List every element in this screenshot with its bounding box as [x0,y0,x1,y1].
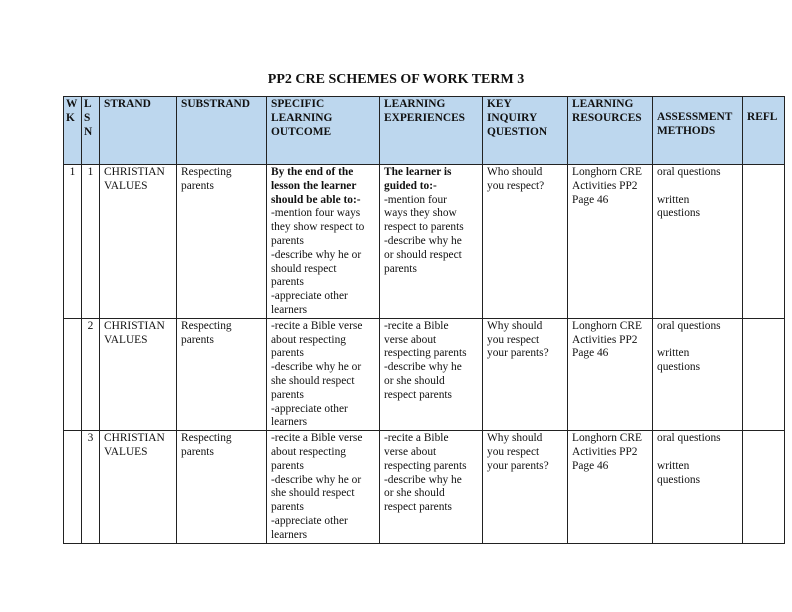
cell-experiences: -recite a Bible verse about respecting parents -describe why he or she should respect parents [380,431,483,543]
table-row [64,165,785,319]
outcome-intro: By the end of the lesson the learner should be able to:- [271,166,361,206]
header-question: KEY INQUIRY QUESTION [483,97,568,165]
cell-lsn: 2 [82,318,100,430]
experiences-text: -mention four ways they show respect to parents -describe why he or should respect parents [384,193,464,275]
header-experiences: LEARNING EXPERIENCES [380,97,483,165]
experiences-intro: The learner is guided to:- [384,166,452,192]
cell-assessment: oral questions written questions [653,318,743,430]
cell-experiences [380,165,483,319]
table-row [64,431,785,543]
cell-refl [743,431,785,543]
cell-substrand: Respecting parents [177,318,267,430]
cell-question: Who should you respect? [483,165,568,319]
cell-strand: CHRISTIAN VALUES [100,431,177,543]
cell-experiences: -recite a Bible verse about respecting parents -describe why he or she should respect parents [380,318,483,430]
header-resources: LEARNING RESOURCES [568,97,653,165]
cell-strand: CHRISTIAN VALUES [100,165,177,319]
cell-refl [743,318,785,430]
cell-question: Why should you respect your parents? [483,431,568,543]
cell-outcome: -recite a Bible verse about respecting parents -describe why he or she should respect parents -appreciate other learners [267,318,380,430]
cell-resources: Longhorn CRE Activities PP2 Page 46 [568,165,653,319]
cell-lsn: 1 [82,165,100,319]
cell-outcome [267,165,380,319]
cell-resources: Longhorn CRE Activities PP2 Page 46 [568,431,653,543]
header-substrand: SUBSTRAND [177,97,267,165]
header-lsn: L S N [82,97,100,165]
cell-substrand: Respecting parents [177,431,267,543]
cell-wk [64,318,82,430]
schemes-of-work-table [63,96,785,544]
cell-assessment: oral questions written questions [653,431,743,543]
cell-assessment: oral questions written questions [653,165,743,319]
cell-lsn: 3 [82,431,100,543]
document-title: PP2 CRE SCHEMES OF WORK TERM 3 [267,72,525,87]
cell-resources: Longhorn CRE Activities PP2 Page 46 [568,318,653,430]
outcome-text: -mention four ways they show respect to parents -describe why he or should respect parents -appreciate other learners [271,207,365,316]
cell-outcome: -recite a Bible verse about respecting parents -describe why he or she should respect parents -appreciate other learners [267,431,380,543]
table-row [64,318,785,430]
header-outcome: SPECIFIC LEARNING OUTCOME [267,97,380,165]
cell-strand: CHRISTIAN VALUES [100,318,177,430]
header-strand: STRAND [100,97,177,165]
cell-wk [64,431,82,543]
cell-question: Why should you respect your parents? [483,318,568,430]
header-refl: REFL [743,97,785,165]
cell-wk: 1 [64,165,82,319]
header-wk: W K [64,97,82,165]
cell-substrand: Respecting parents [177,165,267,319]
header-assessment: ASSESSMENT METHODS [653,97,743,165]
header-row [64,97,785,165]
cell-refl [743,165,785,319]
